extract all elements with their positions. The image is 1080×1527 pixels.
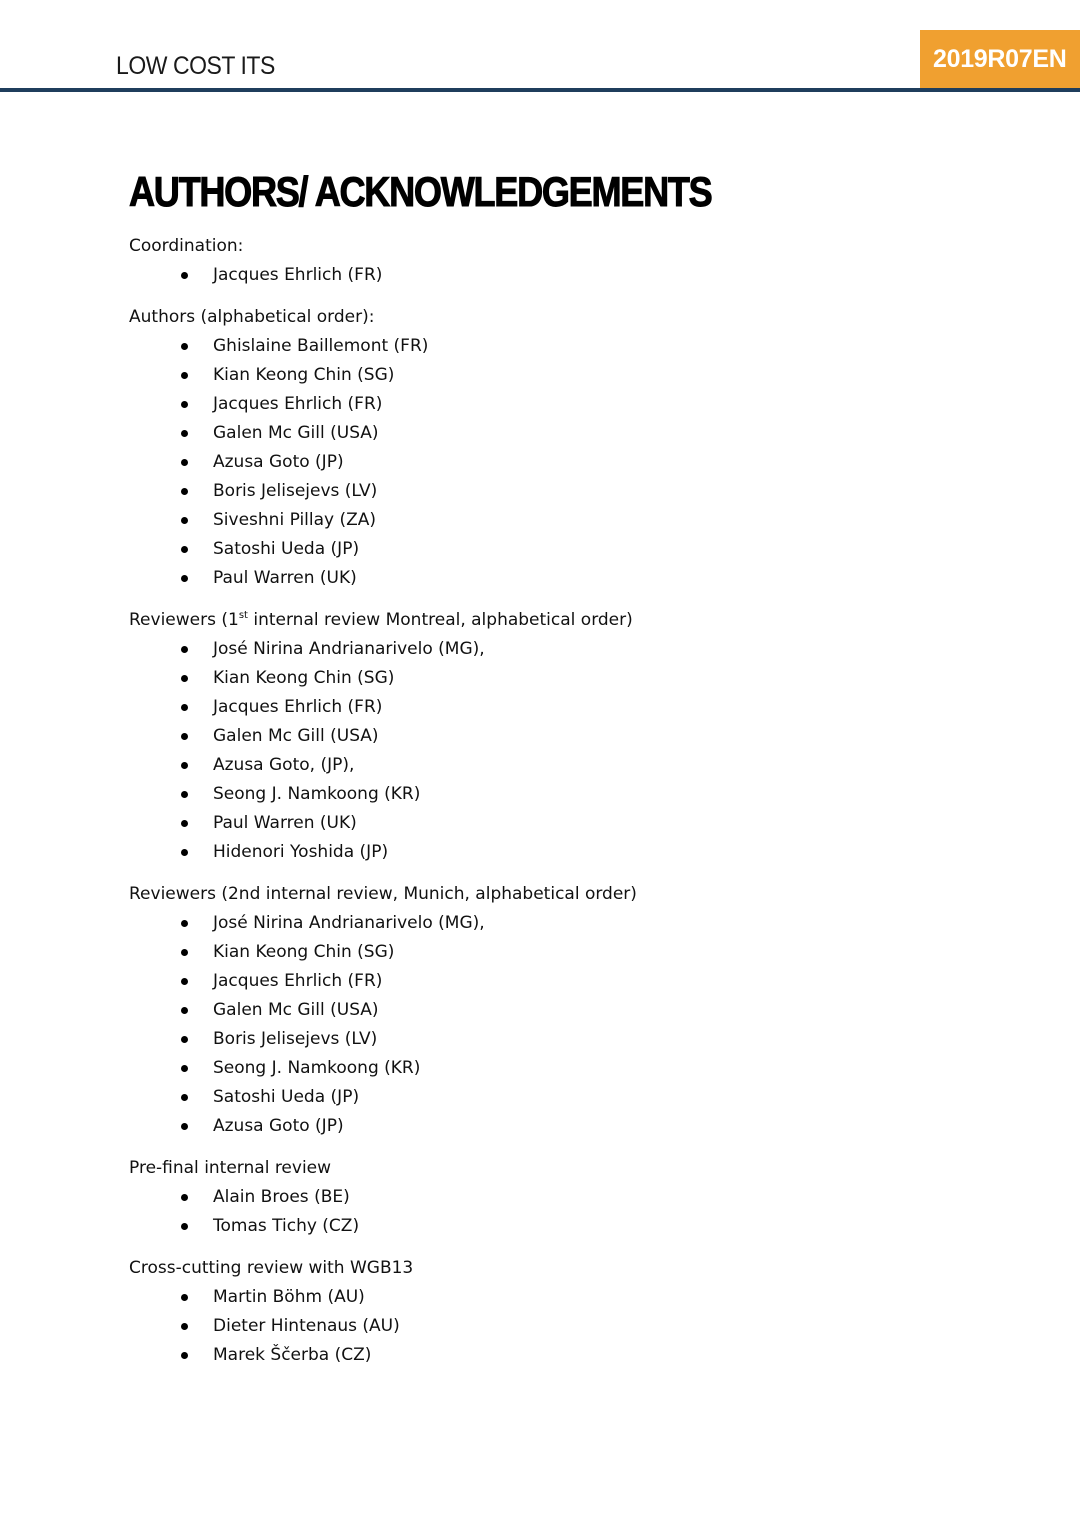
list-item — [129, 564, 1029, 593]
bullet-icon — [181, 459, 188, 466]
person-name: Kian Keong Chin (SG) — [213, 942, 395, 962]
list-item — [129, 751, 1029, 780]
list-item — [129, 1283, 1029, 1312]
bullet-icon — [181, 949, 188, 956]
person-name: Azusa Goto (JP) — [213, 452, 344, 472]
person-name: Dieter Hintenaus (AU) — [213, 1316, 400, 1336]
list-item — [129, 938, 1029, 967]
bullet-icon — [181, 1007, 188, 1014]
person-name: Marek Ščerba (CZ) — [213, 1345, 372, 1365]
section-heading: Cross-cutting review with WGB13 — [129, 1258, 414, 1278]
person-name: Martin Böhm (AU) — [213, 1287, 365, 1307]
bullet-icon — [181, 978, 188, 985]
bullet-icon — [181, 546, 188, 553]
reviewers-second-list — [129, 909, 1029, 1141]
acknowledgements-content — [129, 232, 1029, 1383]
person-name: José Nirina Andrianarivelo (MG), — [213, 913, 485, 933]
list-item — [129, 1112, 1029, 1141]
person-name: Galen Mc Gill (USA) — [213, 423, 379, 443]
list-item — [129, 390, 1029, 419]
person-name: Tomas Tichy (CZ) — [213, 1216, 360, 1236]
person-name: Azusa Goto (JP) — [213, 1116, 344, 1136]
bullet-icon — [181, 401, 188, 408]
coordination-list — [129, 261, 1029, 290]
person-name: Satoshi Ueda (JP) — [213, 539, 360, 559]
header-divider — [0, 88, 1080, 92]
person-name: Paul Warren (UK) — [213, 813, 357, 833]
person-name: Jacques Ehrlich (FR) — [213, 971, 383, 991]
list-item — [129, 477, 1029, 506]
bullet-icon — [181, 820, 188, 827]
bullet-icon — [181, 646, 188, 653]
bullet-icon — [181, 488, 188, 495]
list-item — [129, 1054, 1029, 1083]
person-name: Azusa Goto, (JP), — [213, 755, 355, 775]
bullet-icon — [181, 704, 188, 711]
bullet-icon — [181, 372, 188, 379]
list-item — [129, 419, 1029, 448]
person-name: Seong J. Namkoong (KR) — [213, 784, 421, 804]
bullet-icon — [181, 1094, 188, 1101]
section-heading — [129, 606, 1029, 635]
heading-superscript: st — [238, 610, 248, 621]
list-item — [129, 261, 1029, 290]
list-item — [129, 506, 1029, 535]
list-item — [129, 722, 1029, 751]
bullet-icon — [181, 1352, 188, 1359]
reviewers-first-list — [129, 635, 1029, 867]
person-name: Hidenori Yoshida (JP) — [213, 842, 389, 862]
person-name: Jacques Ehrlich (FR) — [213, 697, 383, 717]
bullet-icon — [181, 1323, 188, 1330]
list-item — [129, 635, 1029, 664]
section-coordination — [129, 232, 1029, 290]
person-name: Boris Jelisejevs (LV) — [213, 481, 378, 501]
section-heading: Pre-final internal review — [129, 1158, 332, 1178]
list-item — [129, 780, 1029, 809]
bullet-icon — [181, 920, 188, 927]
person-name: Galen Mc Gill (USA) — [213, 1000, 379, 1020]
section-heading: Authors (alphabetical order): — [129, 307, 375, 327]
bullet-icon — [181, 575, 188, 582]
bullet-icon — [181, 675, 188, 682]
cross-cutting-list — [129, 1283, 1029, 1370]
heading-prefix: Reviewers (1 — [129, 610, 239, 630]
list-item — [129, 996, 1029, 1025]
bullet-icon — [181, 272, 188, 279]
list-item — [129, 1025, 1029, 1054]
heading-suffix: internal review Montreal, alphabetical order) — [247, 610, 633, 630]
list-item — [129, 693, 1029, 722]
person-name: Kian Keong Chin (SG) — [213, 668, 395, 688]
page-title: AUTHORS/ ACKNOWLEDGEMENTS — [129, 168, 712, 215]
list-item — [129, 838, 1029, 867]
pre-final-list — [129, 1183, 1029, 1241]
section-cross-cutting-review — [129, 1254, 1029, 1370]
list-item — [129, 535, 1029, 564]
list-item — [129, 809, 1029, 838]
list-item — [129, 332, 1029, 361]
bullet-icon — [181, 1123, 188, 1130]
list-item — [129, 448, 1029, 477]
bullet-icon — [181, 1294, 188, 1301]
bullet-icon — [181, 762, 188, 769]
person-name: Galen Mc Gill (USA) — [213, 726, 379, 746]
person-name: Jacques Ehrlich (FR) — [213, 265, 383, 285]
bullet-icon — [181, 1194, 188, 1201]
authors-list — [129, 332, 1029, 593]
section-authors — [129, 303, 1029, 593]
person-name: Ghislaine Baillemont (FR) — [213, 336, 429, 356]
bullet-icon — [181, 849, 188, 856]
section-pre-final-review — [129, 1154, 1029, 1241]
person-name: José Nirina Andrianarivelo (MG), — [213, 639, 485, 659]
page-header — [0, 0, 1080, 94]
section-heading: Coordination: — [129, 236, 244, 256]
bullet-icon — [181, 791, 188, 798]
bullet-icon — [181, 517, 188, 524]
person-name: Siveshni Pillay (ZA) — [213, 510, 377, 530]
list-item — [129, 909, 1029, 938]
person-name: Alain Broes (BE) — [213, 1187, 350, 1207]
person-name: Seong J. Namkoong (KR) — [213, 1058, 421, 1078]
person-name: Jacques Ehrlich (FR) — [213, 394, 383, 414]
section-heading: Reviewers (2nd internal review, Munich, alphabetical order) — [129, 884, 637, 904]
list-item — [129, 1312, 1029, 1341]
bullet-icon — [181, 1223, 188, 1230]
person-name: Paul Warren (UK) — [213, 568, 357, 588]
bullet-icon — [181, 1036, 188, 1043]
document-code-badge: 2019R07EN — [920, 30, 1080, 88]
person-name: Boris Jelisejevs (LV) — [213, 1029, 378, 1049]
person-name: Kian Keong Chin (SG) — [213, 365, 395, 385]
person-name: Satoshi Ueda (JP) — [213, 1087, 360, 1107]
list-item — [129, 1341, 1029, 1370]
section-reviewers-second — [129, 880, 1029, 1141]
list-item — [129, 1083, 1029, 1112]
list-item — [129, 361, 1029, 390]
bullet-icon — [181, 343, 188, 350]
header-title: LOW COST ITS — [116, 52, 275, 80]
bullet-icon — [181, 430, 188, 437]
bullet-icon — [181, 733, 188, 740]
section-reviewers-first — [129, 606, 1029, 867]
list-item — [129, 664, 1029, 693]
list-item — [129, 1183, 1029, 1212]
bullet-icon — [181, 1065, 188, 1072]
list-item — [129, 1212, 1029, 1241]
list-item — [129, 967, 1029, 996]
